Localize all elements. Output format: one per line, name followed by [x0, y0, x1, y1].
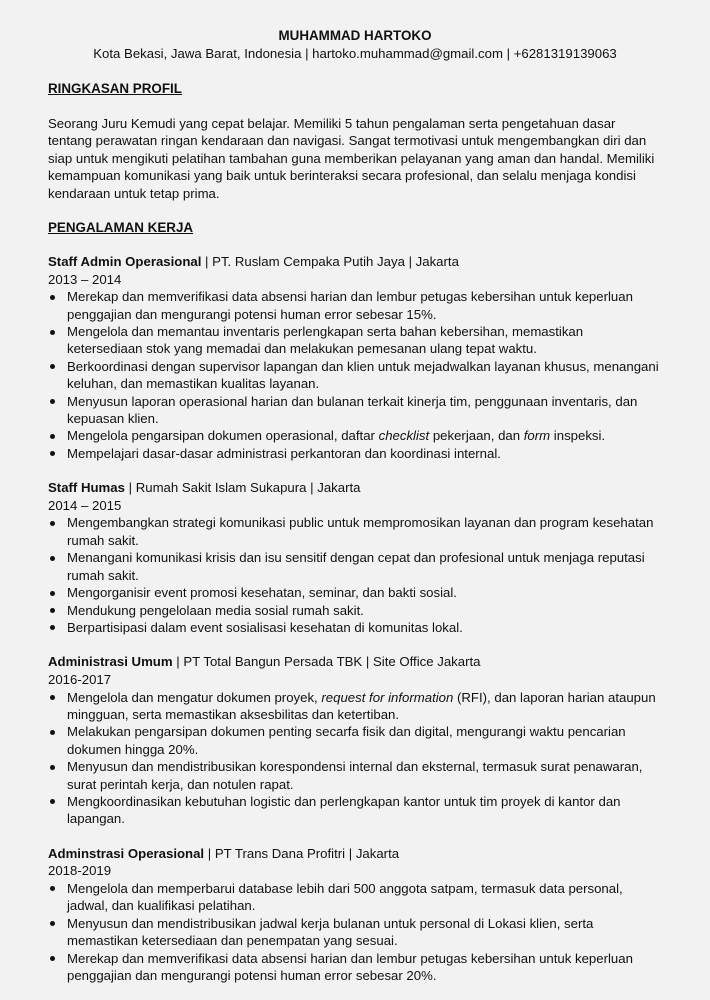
duty-item [48, 445, 662, 462]
duty-emphasis: checklist [378, 428, 430, 444]
duty-text: pekerjaan, dan [429, 428, 524, 444]
job-role: Administrasi Umum [48, 654, 173, 670]
resume-header [48, 27, 662, 63]
duty-text: Berkoordinasi dengan supervisor lapangan dan klien untuk mejadwalkan layanan khusus, menangani keluhan, dan memastikan kualitas layanan. [67, 358, 659, 392]
duty-text: Menyusun dan mendistribusikan jadwal kerja bulanan untuk personal di Lokasi klien, serta memastikan ketersediaan dan penempatan yang sesuai. [67, 915, 594, 949]
job-role: Staff Admin Operasional [48, 254, 202, 270]
job-company: | PT Trans Dana Profitri | Jakarta [204, 845, 400, 861]
candidate-name: MUHAMMAD HARTOKO [278, 28, 432, 43]
duty-text: inspeksi. [550, 428, 606, 444]
summary-section-title: RINGKASAN PROFIL [48, 81, 182, 96]
job-company: | PT Total Bangun Persada TBK | Site Office Jakarta [172, 654, 481, 670]
duty-text: Mendukung pengelolaan media sosial rumah sakit. [67, 602, 364, 618]
duty-item [48, 393, 662, 428]
job-company: | PT. Ruslam Cempaka Putih Jaya | Jakarta [201, 254, 459, 270]
duty-text: Melakukan pengarsipan dokumen penting secarfa fisik dan digital, mengurangi waktu pencarian dokumen hingga 20%. [67, 724, 626, 757]
duty-emphasis: form [523, 428, 551, 444]
duty-text: Mengelola dan memperbarui database lebih dari 500 anggota satpam, termasuk data personal, jadwal, dan kualifikasi pelatihan. [67, 880, 623, 914]
duty-text: Berpartisipasi dalam event sosialisasi kesehatan di komunitas lokal. [67, 619, 463, 635]
duty-text: (RFI), dan laporan harian ataupun mingguan, serta memastikan aksesbilitas dan ketertiban. [67, 689, 656, 722]
duty-item [48, 619, 662, 636]
job-company: | Rumah Sakit Islam Sukapura | Jakarta [124, 480, 361, 496]
duty-item [48, 793, 662, 828]
job-entry [48, 253, 662, 462]
duty-item [48, 427, 662, 444]
duty-text: Mengembangkan strategi komunikasi public untuk mempromosikan layanan dan program kesehatan rumah sakit. [67, 515, 654, 548]
duty-text: Mempelajari dasar-dasar administrasi perkantoran dan koordinasi internal. [67, 445, 501, 461]
experience-section-title: PENGALAMAN KERJA [48, 220, 194, 236]
job-duties [48, 880, 662, 984]
job-duties [48, 514, 662, 636]
duty-text: Mengorganisir event promosi kesehatan, seminar, dan bakti sosial. [67, 585, 457, 601]
duty-item [48, 723, 662, 758]
duty-item [48, 323, 662, 358]
job-heading [48, 253, 662, 271]
duty-item [48, 689, 662, 724]
job-role: Staff Humas [48, 480, 125, 496]
duty-text: Mengelola dan memantau inventaris perlengkapan serta bahan kebersihan, memastikan ketersediaan stok yang memadai dan melakukan pemesanan ulang tepat waktu. [67, 324, 584, 357]
summary-text: Seorang Juru Kemudi yang cepat belajar. Memiliki 5 tahun pengalaman serta pengetahuan dasar tentang perawatan ringan kendaraan dan navigasi. Sangat termotivasi untuk mengembangkan diri dan siap untuk mengikuti pelatihan tambahan guna memberikan pelayanan yang aman dan handal. Memiliki kemampuan komunikasi yang baik untuk berinteraksi secara profesional, dan selalu menjaga kondisi kendaraan untuk tetap prima. [48, 116, 655, 201]
job-heading [48, 479, 662, 497]
duty-text: Merekap dan memverifikasi data absensi harian dan lembur petugas kebersihan untuk keperluan penggajian dan mengurangi potensi human error sebesar 20%. [67, 950, 633, 983]
duty-emphasis: request for information [321, 689, 454, 705]
duty-item [48, 549, 662, 584]
duty-text: Menangani komunikasi krisis dan isu sensitif dengan cepat dan profesional untuk menjaga reputasi rumah sakit. [67, 550, 645, 583]
job-heading [48, 845, 662, 863]
duty-text: Mengelola pengarsipan dokumen operasional, daftar [67, 428, 379, 444]
job-entry [48, 653, 662, 827]
duty-item [48, 880, 662, 915]
duty-item [48, 915, 662, 950]
duty-item [48, 584, 662, 601]
job-duties [48, 689, 662, 828]
duty-text: Menyusun dan mendistribusikan korespondensi internal dan eksternal, termasuk surat penawaran, surat perintah kerja, dan notulen rapat. [67, 759, 643, 792]
job-entry [48, 845, 662, 985]
duty-item [48, 602, 662, 619]
duty-text: Mengelola dan mengatur dokumen proyek, [67, 689, 322, 705]
experience-list [48, 253, 662, 984]
job-period: 2013 – 2014 [48, 271, 122, 287]
job-period: 2014 – 2015 [48, 497, 122, 513]
job-duties [48, 288, 662, 462]
job-period: 2018-2019 [48, 863, 112, 879]
job-role: Adminstrasi Operasional [48, 845, 205, 861]
contact-line: Kota Bekasi, Jawa Barat, Indonesia | hartoko.muhammad@gmail.com | +6281319139063 [93, 46, 617, 61]
duty-text: Merekap dan memverifikasi data absensi harian dan lembur petugas kebersihan untuk keperluan penggajian dan mengurangi potensi human error sebesar 15%. [67, 289, 633, 322]
duty-item [48, 358, 662, 393]
duty-text: Menyusun laporan operasional harian dan bulanan terkait kinerja tim, penggunaan inventaris, dan kepuasan klien. [67, 393, 638, 427]
job-heading [48, 653, 662, 671]
duty-text: Mengkoordinasikan kebutuhan logistic dan perlengkapan kantor untuk tim proyek di kantor dan lapangan. [67, 793, 621, 827]
duty-item [48, 288, 662, 323]
job-entry [48, 479, 662, 636]
duty-item [48, 950, 662, 985]
job-period: 2016-2017 [48, 671, 112, 687]
duty-item [48, 758, 662, 793]
duty-item [48, 514, 662, 549]
